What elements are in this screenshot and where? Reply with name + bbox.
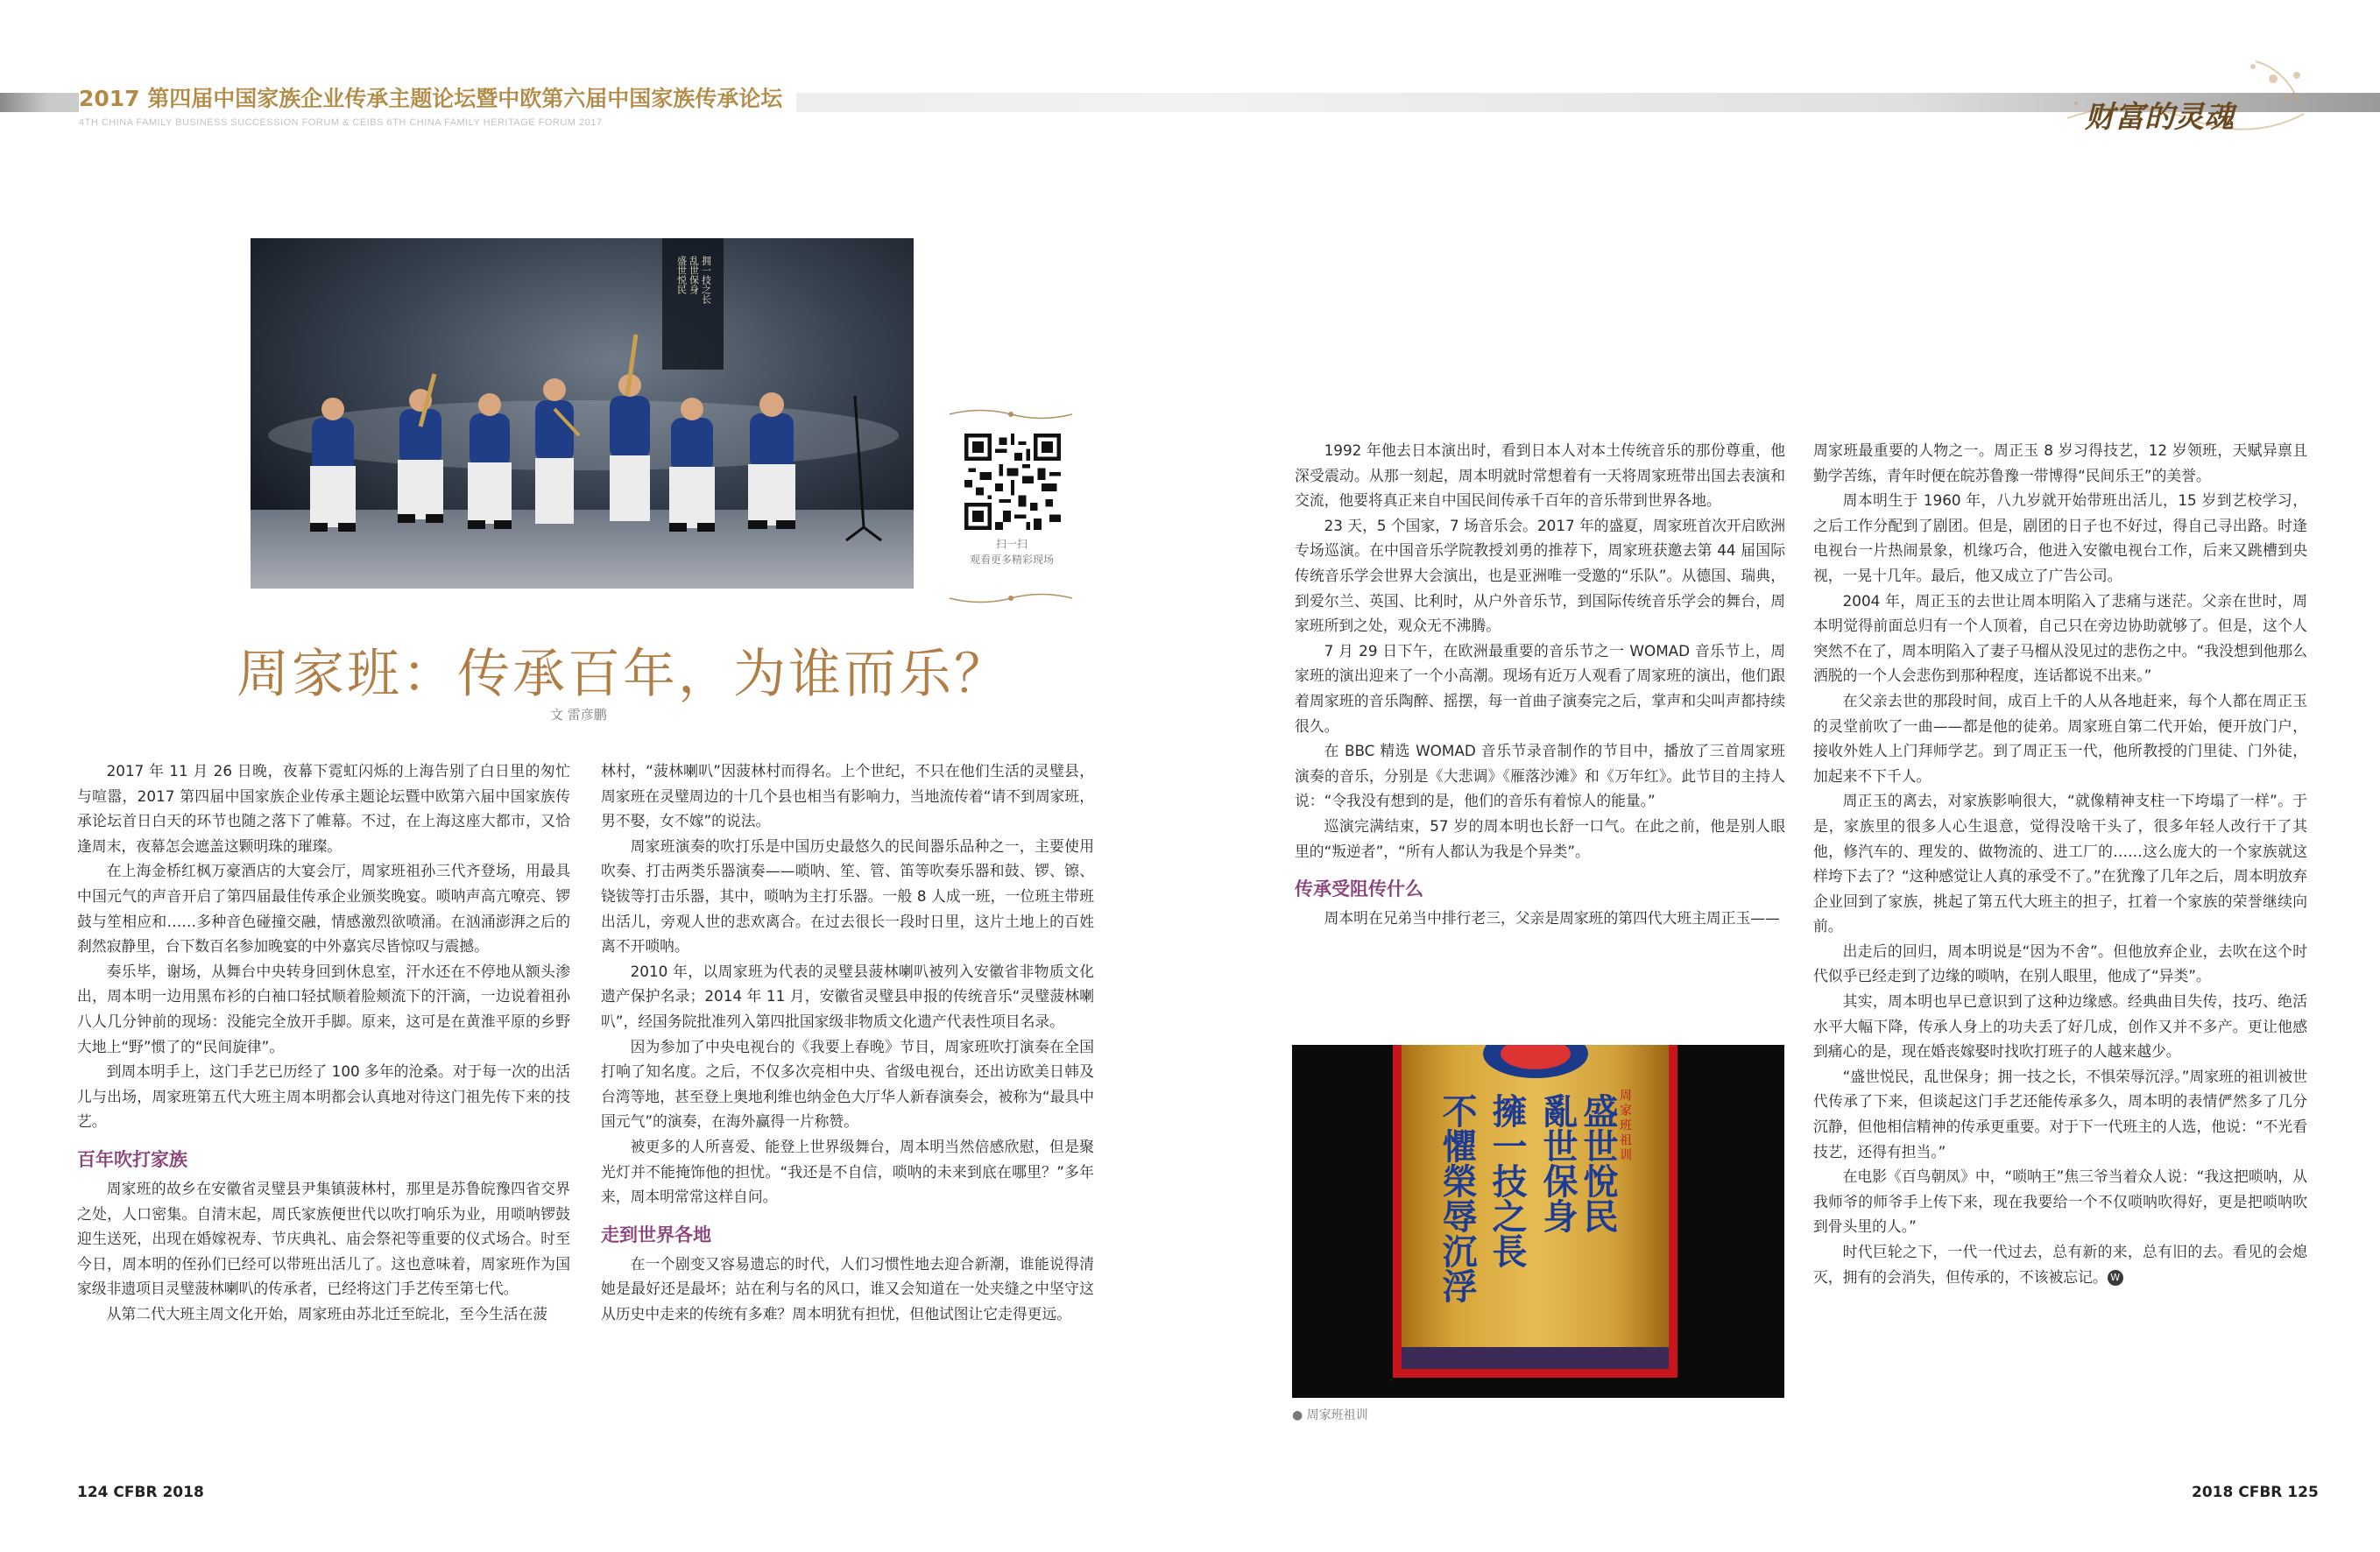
- banner-line-4: 盛世悅民: [1578, 1093, 1619, 1233]
- ornament-divider: [945, 589, 1077, 608]
- paragraph: 周家班演奏的吹打乐是中国历史最悠久的民间器乐品种之一，主要使用吹奏、打击两类乐器演奏——唢呐、笙、管、笛等吹奏乐器和鼓、锣、镲、铙钹等打击乐器，其中，唢呐为主打乐器。一般 8 人成一班，一位班主带班出活儿，旁观人世的悲欢离合。在过去很长一段时日里，这片土地上的百姓离不开唢呐。: [601, 836, 1094, 956]
- brand-text: 财富的灵魂: [2085, 100, 2234, 135]
- paragraph: 7 月 29 日下午，在欧洲最重要的音乐节之一 WOMAD 音乐节上，周家班的演出迎来了一个小高潮。现场有近万人观看了周家班的演出，他们跟着周家班的音乐陶醉、摇摆，每一首曲子演奏完之后，掌声和尖叫声都持续很久。: [1295, 641, 1785, 735]
- paragraph: 在父亲去世的那段时间，成百上千的人从各地赶来，每个人都在周正玉的灵堂前吹了一曲——都是他的徒弟。周家班自第二代开始，便开放门户，接收外姓人上门拜师学艺。到了周正玉一代，他所教授的门里徒、门外徒，加起来不下千人。: [1813, 691, 2307, 785]
- svg-text:拥一技之长: 拥一技之长: [700, 256, 712, 304]
- paragraph: 在一个剧变又容易遗忘的时代，人们习惯性地去迎合新潮，谁能说得清她是最好还是最坏；站在利与名的风口，谁又会知道在一处夹缝之中坚守这从历史中走来的传统有多难？周本明犹有担忧，但他试图让它走得更远。: [601, 1254, 1094, 1323]
- banner-tag: 周家班祖训: [1618, 1089, 1632, 1163]
- banner-line-1: 不懼榮辱沉浮: [1437, 1093, 1478, 1303]
- paragraph: “盛世悦民，乱世保身；拥一技之长，不惧荣辱沉浮。”周家班的祖训被世代传承了下来，但谈起这门手艺还能传承多久，周本明的表情俨然多了几分沉静，但他相信精神的传承更重要。对于下一代班主的人选，他说：“不光看技艺，还得有担当。”: [1813, 1067, 2307, 1160]
- paragraph: 在 BBC 精选 WOMAD 音乐节录音制作的节目中，播放了三首周家班演奏的音乐，分别是《大悲调》《雁落沙滩》和《万年红》。此节目的主持人说：“令我没有想到的是，他们的音乐有着惊人的能量。”: [1295, 742, 1785, 810]
- qr-code[interactable]: [964, 434, 1061, 530]
- text-column-3: [1295, 438, 1785, 931]
- paragraph: 周本明生于 1960 年，八九岁就开始带班出活儿，15 岁到艺校学习，之后工作分配到了剧团。但是，剧团的日子也不好过，得自己寻出路。时逢电视台一片热闹景象，机缘巧合，他进入安徽电视台工作，后来又跳槽到央视，一晃十几年。最后，他又成立了广告公司。: [1813, 491, 2307, 584]
- qr-caption: 扫一扫: [995, 538, 1028, 550]
- paragraph: 周家班最重要的人物之一。周正玉 8 岁习得技艺，12 岁领班，天赋异禀且勤学苦练，青年时便在皖苏鲁豫一带博得“民间乐王”的美誉。: [1813, 441, 2307, 484]
- svg-text:盛世悦民: 盛世悦民: [675, 256, 688, 294]
- end-mark-icon: W: [2108, 1270, 2123, 1286]
- paragraph: 巡演完满结束，57 岁的周本明也长舒一口气。在此之前，他是别人眼里的“叛逆者”，“所有人都认为我是个异类”。: [1295, 816, 1785, 860]
- paragraph: 2004 年，周正玉的去世让周本明陷入了悲痛与迷茫。父亲在世时，周本明觉得前面总归有一个人顶着，自己只在旁边协助就够了。但是，这个人突然不在了，周本明陷入了妻子马榴从没见过的悲伤之中。“我没想到他那么洒脱的一个人会悲伤到那种程度，连话都说不出来。”: [1813, 591, 2307, 685]
- ornament-divider: [945, 405, 1077, 424]
- page-footer-left: 124 CFBR 2018: [77, 1484, 204, 1501]
- photo-caption-text: 周家班祖训: [1306, 1408, 1368, 1422]
- paragraph: 到周本明手上，这门手艺已历经了 100 多年的沧桑。对于每一次的出活儿与出场，周家班第五代大班主周本明都会认真地对待这门祖先传下来的技艺。: [77, 1062, 570, 1131]
- paragraph: 周本明在兄弟当中排行老三，父亲是周家班的第四代大班主周正玉——: [1324, 909, 1780, 928]
- paragraph: 其实，周本明也早已意识到了这种边缘感。经典曲目失传，技巧、绝活水平大幅下降，传承人身上的功夫丢了好几成，创作又并不多产。更让他感到痛心的是，现在婚丧嫁娶时找吹打班子的人越来越少。: [1813, 992, 2307, 1061]
- banner-line-3: 亂世保身: [1537, 1093, 1578, 1233]
- paragraph: 出走后的回归，周本明说是“因为不舍”。但他放弃企业，去吹在这个时代似乎已经走到了边缘的唢呐，在别人眼里，他成了“异类”。: [1813, 942, 2307, 985]
- paragraph: [1813, 1239, 2307, 1289]
- paragraph: 从第二代大班主周文化开始，周家班由苏北迁至皖北，至今生活在菠: [106, 1304, 548, 1323]
- paragraph: 林村，“菠林喇叭”因菠林村而得名。上个世纪，不只在他们生活的灵璧县，周家班在灵璧周边的十几个县也相当有影响力，当地流传着“请不到周家班，男不娶，女不嫁”的说法。: [601, 762, 1094, 830]
- paragraph: 在上海金桥红枫万豪酒店的大宴会厅，周家班祖孙三代齐登场，用最具中国元气的声音开启了第四届最佳传承企业颁奖晚宴。唢呐声高亢嘹亮、锣鼓与笙相应和……多种音色碰撞交融，情感激烈欲喷涌。在汹涌澎湃之后的刹然寂静里，台下数百名参加晚宴的中外嘉宾尽皆惊叹与震撼。: [77, 862, 570, 956]
- header-title: 2017 第四届中国家族企业传承主题论坛暨中欧第六届中国家族传承论坛: [79, 81, 796, 116]
- article-author: 文 雷彦鹏: [550, 707, 607, 723]
- photo-caption: ● 周家班祖训: [1292, 1408, 1368, 1422]
- paragraph-text: 时代巨轮之下，一代一代过去，总有新的来，总有旧的去。看见的会熄灭，拥有的会消失，但传承的，不该被忘记。: [1813, 1243, 2307, 1286]
- paragraph: 2010 年，以周家班为代表的灵璧县菠林喇叭被列入安徽省非物质文化遗产保护名录；2014 年 11 月，安徽省灵璧县申报的传统音乐“灵璧菠林喇叭”，经国务院批准列入第四批国家级非物质文化遗产代表性项目名录。: [601, 962, 1094, 1030]
- paragraph: 周正玉的离去，对家族影响很大，“就像精神支柱一下垮塌了一样”。于是，家族里的很多人心生退意，觉得没啥干头了，很多年轻人改行干了其他，修汽车的、理发的、做物流的、进工厂的……这么庞大的一个家族就这样垮下去了？“这种感觉让人真的承受不了。”在犹豫了几年之后，周本明放弃企业回到了家族，挑起了第五代大班主的担子，扛着一个家族的荣誉继续向前。: [1813, 792, 2307, 935]
- text-column-4: [1813, 438, 2307, 1289]
- paragraph: 23 天，5 个国家，7 场音乐会。2017 年的盛夏，周家班首次开启欧洲专场巡演。在中国音乐学院教授刘勇的推荐下，周家班获邀去第 44 届国际传统音乐学会世界大会演出，也是亚洲唯一受邀的“乐队”。从德国、瑞典，到爱尔兰、英国、比利时，从户外音乐节，到国际传统音乐学会的舞台，周家班所到之处，观众无不沸腾。: [1295, 516, 1785, 635]
- qr-caption-sub: 观看更多精彩现场: [969, 554, 1054, 566]
- svg-text:乱世保身: 乱世保身: [688, 256, 700, 294]
- paragraph: 被更多的人所喜爱、能登上世界级舞台，周本明当然倍感欣慰，但是聚光灯并不能掩饰他的担忧。“我还是不自信，唢呐的未来到底在哪里？”多年来，周本明常常这样自问。: [601, 1137, 1094, 1206]
- section-heading: 百年吹打家族: [77, 1148, 187, 1170]
- ancestral-motto-photo: [1292, 1045, 1784, 1398]
- paragraph: 奏乐毕，谢场，从舞台中央转身回到休息室，汗水还在不停地从额头渗出，周本明一边用黑布衫的白袖口轻拭顺着脸颊流下的汗滴，一边说着祖孙八人几分钟前的现场：没能完全放开手脚。原来，这可是在黄淮平原的乡野大地上“野”惯了的“民间旋律”。: [77, 962, 570, 1055]
- banner-line-2: 擁一技之長: [1487, 1093, 1528, 1268]
- paragraph: 1992 年他去日本演出时，看到日本人对本土传统音乐的那份尊重，他深受震动。从那一刻起，周本明就时常想着有一天将周家班带出国去表演和交流，他要将真正来自中国民间传承千百年的音乐带到世界各地。: [1295, 441, 1785, 510]
- section-heading: 走到世界各地: [601, 1224, 711, 1245]
- performance-photo: [251, 238, 914, 589]
- page-footer-right: 2018 CFBR 125: [2192, 1484, 2319, 1501]
- paragraph: 周家班的故乡在安徽省灵璧县尹集镇菠林村，那里是苏鲁皖豫四省交界之处，人口密集。自清末起，周氏家族便世代以吹打响乐为业，用唢呐锣鼓迎生送死，出现在婚嫁祝寿、节庆典礼、庙会祭祀等重要的仪式场合。时至今日，周本明的侄孙们已经可以带班出活儿了。这也意味着，周家班作为国家级非遗项目灵璧菠林喇叭的传承者，已经将这门手艺传至第七代。: [77, 1179, 570, 1298]
- paragraph: 因为参加了中央电视台的《我要上春晚》节目，周家班吹打演奏在全国打响了知名度。之后，不仅多次亮相中央、省级电视台，还出访欧美日韩及台湾等地，甚至登上奥地利维也纳金色大厅华人新春演奏会，被称为“最具中国元气”的演奏，在海外赢得一片称赞。: [601, 1037, 1094, 1131]
- paragraph: 在电影《百鸟朝凤》中，“唢呐王”焦三爷当着众人说：“我这把唢呐，从我师爷的师爷手上传下来，现在我要给一个不仅唢呐吹得好，更是把唢呐吹到骨头里的人。”: [1813, 1168, 2307, 1236]
- article-title: 周家班：传承百年，为谁而乐？: [237, 644, 1009, 705]
- text-column-1: [77, 758, 570, 1326]
- header-subtitle: 4TH CHINA FAMILY BUSINESS SUCCESSION FORUM & CEIBS 6TH CHINA FAMILY HERITAGE FORUM 2017: [79, 117, 603, 128]
- paragraph: 2017 年 11 月 26 日晚，夜幕下霓虹闪烁的上海告别了白日里的匆忙与喧嚣，2017 第四届中国家族企业传承主题论坛暨中欧第六届中国家族传承论坛首日白天的环节也随之落下了帷幕。不过，在上海这座大都市，又恰逢周末，夜幕怎会遮盖这颗明珠的璀璨。: [77, 762, 570, 855]
- section-heading: 传承受阻传什么: [1295, 878, 1423, 900]
- text-column-2: [601, 758, 1094, 1326]
